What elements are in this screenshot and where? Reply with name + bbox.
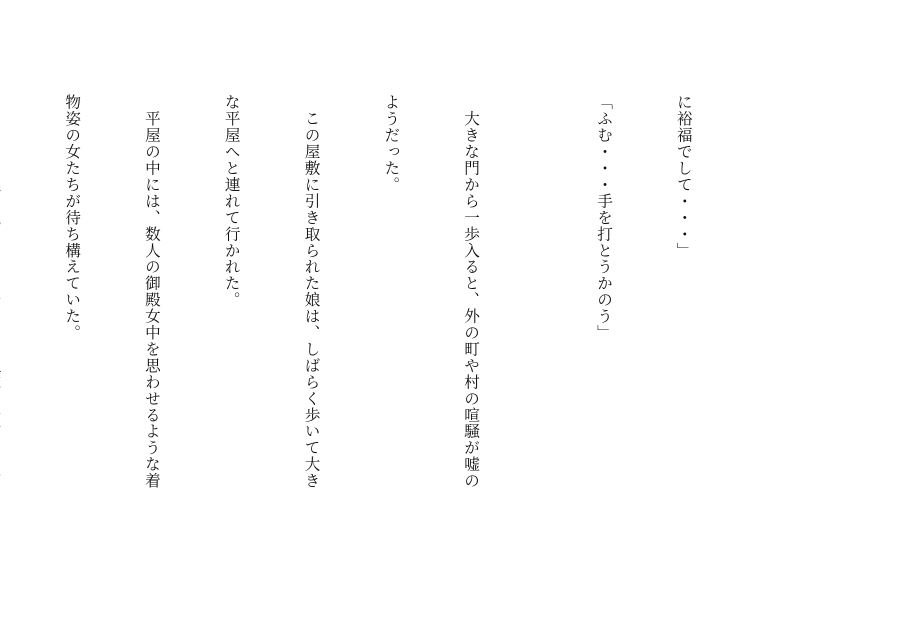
text-line: 大きな門から一歩入ると、外の町や村の喧騒が嘘の — [462, 94, 481, 489]
text-line: 平屋の中には、数人の御殿女中を思わせるような着 — [142, 94, 161, 489]
text-line — [0, 94, 5, 564]
text-line: 「ふむ・・・手を打とうかのう」 — [595, 94, 614, 341]
text-line: に裕福でして・・・」 — [674, 94, 693, 259]
text-line: ようだった。 — [382, 94, 401, 193]
vertical-text-block — [0, 94, 750, 564]
text-line: な平屋へと連れて行かれた。 — [222, 94, 241, 308]
text-line: 物姿の女たちが待ち構えていた。 — [63, 94, 82, 341]
text-line: この屋敷に引き取られた娘は、しばらく歩いて大き — [302, 94, 321, 489]
